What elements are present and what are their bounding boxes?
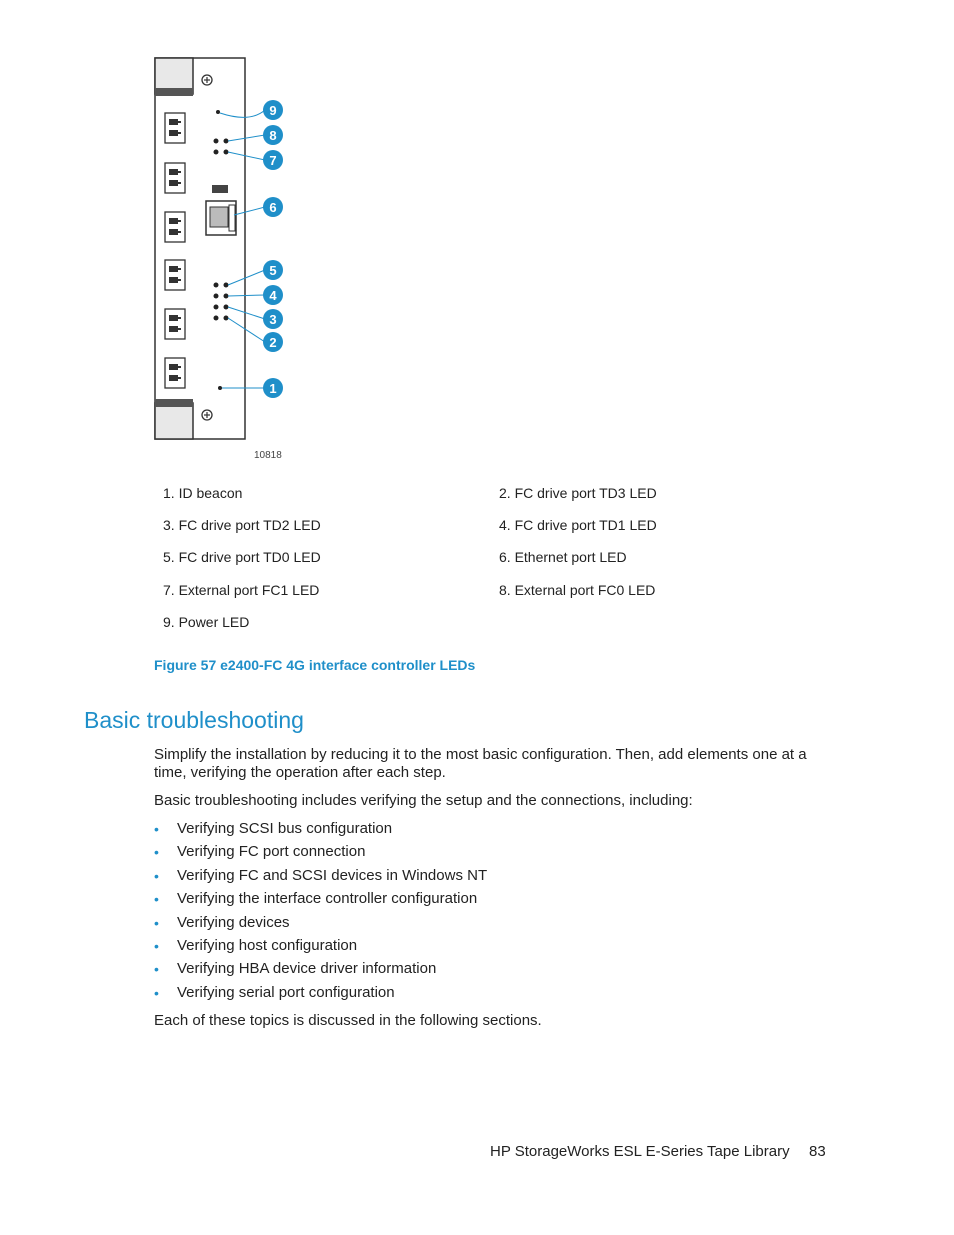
callout-4 [263,285,283,305]
section-heading: Basic troubleshooting [84,707,304,733]
svg-text:8: 8 [269,128,277,143]
legend-item: 5. FC drive port TD0 LED [163,549,321,565]
fc-port-icon [165,212,185,242]
lead-paragraph: Basic troubleshooting includes verifying the setup and the connections, including: [154,792,693,809]
svg-text:9: 9 [269,103,277,118]
list-item: • Verifying host configuration [154,936,487,959]
bullet-icon: • [154,961,159,978]
intro-paragraph: Simplify the installation by reducing it to the most basic configuration. Then, add elements one at a time, verifying the operation after each step. [154,746,807,781]
troubleshooting-list [154,819,487,1006]
fc-port-icon [165,113,185,143]
led-icon [214,294,219,299]
bullet-icon: • [154,891,159,908]
list-item: • Verifying FC port connection [154,842,487,865]
ethernet-port-icon [206,201,236,235]
legend-item: 8. External port FC0 LED [499,582,656,598]
controller-diagram [150,55,300,465]
bullet-icon: • [154,821,159,837]
power-led-icon [216,110,220,114]
fc-port-icon [165,358,185,388]
led-icon [214,316,219,321]
bottom-latch-base [155,399,193,407]
led-icon [214,305,219,310]
footer-title: HP StorageWorks ESL E-Series Tape Library [490,1143,790,1160]
svg-text:5: 5 [269,263,277,278]
legend-item: 6. Ethernet port LED [499,549,627,565]
td2-led-icon [224,305,229,310]
controller-figure [150,55,300,465]
td1-led-icon [224,294,229,299]
legend-item: 7. External port FC1 LED [163,582,320,598]
page-number: 83 [809,1143,826,1160]
top-screw-icon [202,75,212,85]
led-icon [214,139,219,144]
callout-7 [263,150,283,170]
svg-text:7: 7 [269,153,277,168]
legend-item: 2. FC drive port TD3 LED [499,485,657,501]
closing-paragraph: Each of these topics is discussed in the following sections. [154,1012,542,1029]
bottom-screw-icon [202,410,212,420]
fc-port-icon [165,163,185,193]
legend-item: 1. ID beacon [163,485,243,501]
top-latch-base [155,88,193,96]
list-item: • Verifying SCSI bus configuration [154,819,487,842]
legend-item: 3. FC drive port TD2 LED [163,517,321,533]
bullet-icon: • [154,937,159,954]
callout-2 [263,332,283,352]
chip-icon [212,185,228,193]
callout-1 [263,378,283,398]
callout-5 [263,260,283,280]
list-item: • Verifying devices [154,913,487,936]
list-item: • Verifying FC and SCSI devices in Windows NT [154,866,487,889]
list-item: • Verifying HBA device driver information [154,959,487,982]
callout-9 [263,100,283,120]
callout-3 [263,309,283,329]
svg-text:4: 4 [269,288,277,303]
bullet-icon: • [154,867,159,884]
list-item: • Verifying serial port configuration [154,983,487,1006]
fc-port-icon [165,309,185,339]
led-icon [214,150,219,155]
legend-item: 4. FC drive port TD1 LED [499,517,657,533]
led-icon [214,283,219,288]
bullet-icon: • [154,844,159,861]
figure-image-id: 10818 [254,450,282,461]
svg-text:3: 3 [269,312,277,327]
bullet-icon: • [154,914,159,931]
callout-6 [263,197,283,217]
svg-text:6: 6 [269,200,277,215]
td3-led-icon [224,316,229,321]
svg-text:1: 1 [269,381,277,396]
callout-8 [263,125,283,145]
fc-port-icon [165,260,185,290]
figure-caption: Figure 57 e2400-FC 4G interface controller LEDs [154,657,476,673]
bottom-latch [155,403,193,439]
bullet-icon: • [154,984,159,1001]
id-beacon-icon [218,386,222,390]
fc0-led-icon [224,139,229,144]
fc1-led-icon [224,150,229,155]
legend-item: 9. Power LED [163,614,250,630]
list-item: • Verifying the interface controller configuration [154,889,487,912]
td0-led-icon [224,283,229,288]
svg-text:2: 2 [269,335,277,350]
